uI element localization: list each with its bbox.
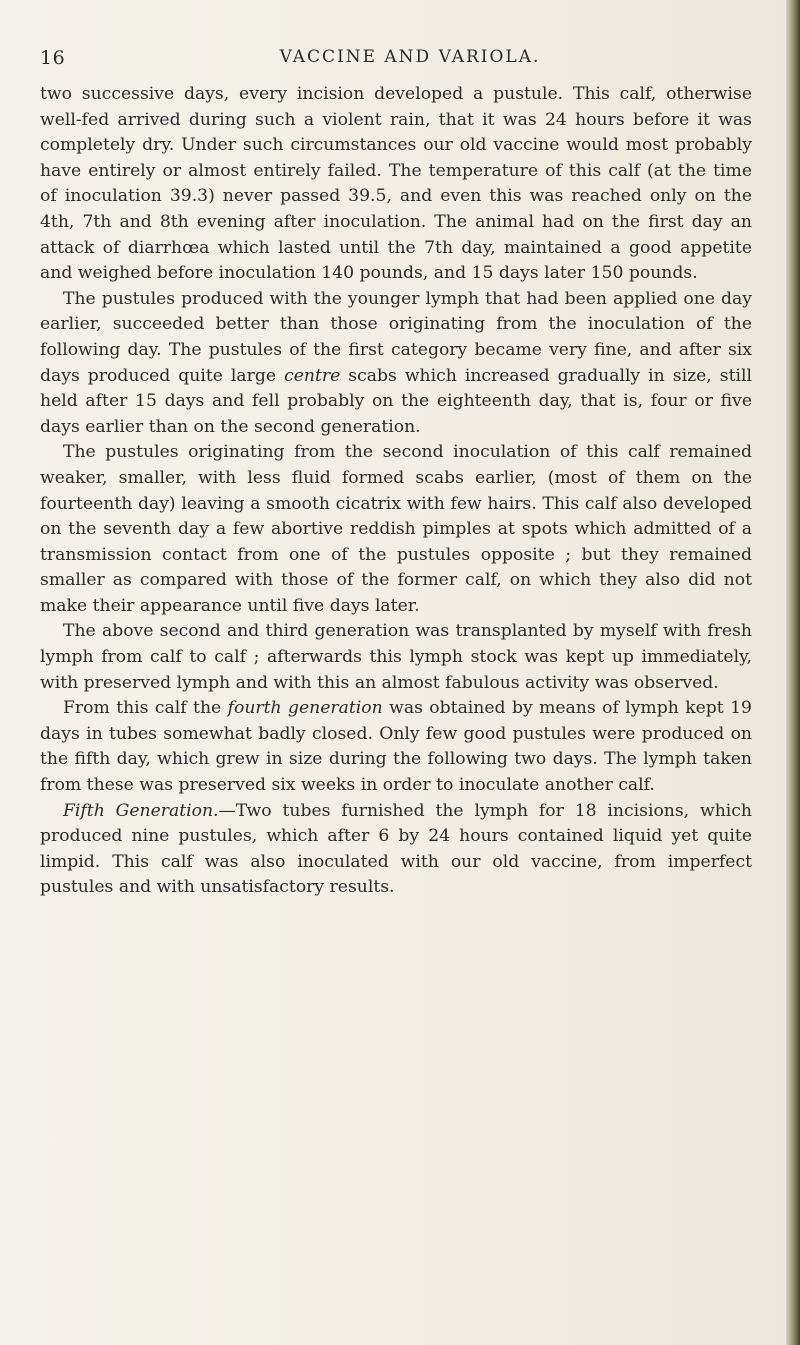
page-edge-shadow [786,0,800,1345]
paragraph-text: —Two tubes furnished the lymph for 18 incisions, which produced nine pustules, which after 6 by 24 hours contained liquid yet quite limpid. This calf was also inoculated with our old vaccine, from imperfect pustules and with unsatisfactory results. [40,800,752,898]
paragraph-text: scabs which increased gradually in size, still held after 15 days and fell probably on the eighteenth day, that is, four or five days earlier than on the second generation. [40,365,752,437]
paragraph-text: From this calf the [63,698,228,719]
page-header [40,47,760,75]
paragraph: The above second and third generation was transplanted by myself with fresh lymph from calf to calf ; afterwards this lymph stock was kept up immediately, with preserved lymph and with this an almost fabulous activity was observed. [40,621,752,693]
paragraph-text: was obtained by means of lymph kept 19 days in tubes somewhat badly closed. Only few good pustules were produced on the fifth day, which grew in size during the following two days. The lymph taken from these was preserved six weeks in order to inoculate another calf. [40,698,752,796]
paragraph [40,696,752,798]
paragraph [40,799,752,901]
italic-term: centre [284,365,341,386]
paragraph: The pustules originating from the second inoculation of this calf remained weaker, smaller, with less fluid formed scabs earlier, (most of them on the fourteenth day) leaving a smooth cicatrix with few hairs. This calf also developed on the seventh day a few abortive reddish pimples at spots which admitted of a transmission contact from one of the pustules opposite ; but they remained smaller as compared with those of the former calf, on which they also did not make their appearance until five days later. [40,442,752,616]
section-heading: Fifth Generation. [63,800,219,821]
paragraph: two successive days, every incision developed a pustule. This calf, otherwise well-fed arrived during such a violent rain, that it was 24 hours before it was completely dry. Under such circumstances our old vaccine would most probably have entirely or almost entirely failed. The temperature of this calf (at the time of inoculation 39.3) never passed 39.5, and even this was reached only on the 4th, 7th and 8th evening after inoculation. The animal had on the first day an attack of diarrhœa which lasted until the 7th day, maintained a good appetite and weighed before inoculation 140 pounds, and 15 days later 150 pounds. [40,84,752,284]
italic-term: fourth generation [227,698,383,719]
running-title: VACCINE AND VARIOLA. [279,47,541,67]
body-text [40,82,752,901]
paragraph-text: The pustules produced with the younger lymph that had been applied one day earlier, succeeded better than those originating from the inoculation of the following day. The pustules of the first category became very fine, and after six days produced quite large [40,288,752,386]
page-number: 16 [40,47,66,69]
paragraph [40,287,752,441]
